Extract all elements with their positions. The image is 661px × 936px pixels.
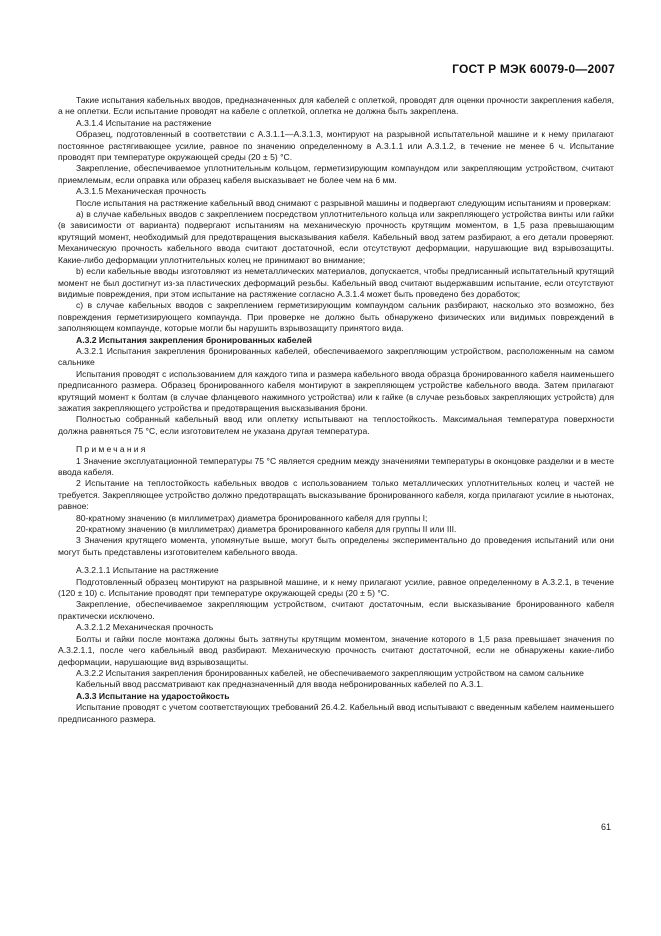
note-2-group-1: 80-кратному значению (в миллиметрах) диаметра бронированного кабеля для группы I;	[76, 512, 428, 523]
heading-a3-3: А.3.3 Испытание на ударостойкость	[76, 690, 230, 701]
paragraph-armoured-test: Испытания проводят с использованием для каждого типа и размера кабельного ввода образца бронированного кабеля наименьшего предписанного размера. Образец бронированного кабеля монтируют в закрепляющем устройстве кабельного ввода. Затем прилагают крутящий момент к болтам (в случае фланцевого нажимного устройства) или к гайке (в случае резьбовых закрепляющих устройств) для зажатия закрепляющего устройства и предотвращения высказывания брони.	[58, 368, 614, 413]
paragraph-braided-cable-intro: Такие испытания кабельных вводов, предназначенных для кабелей с оплеткой, проводят для оценки прочности закрепления кабеля, а не оплетки. Если испытание проводят на кабеле с оплеткой, оплетка не должна быть закреплена.	[58, 95, 614, 117]
paragraph-tensile-sample: Образец, подготовленный в соответствии с А.3.1.1—А.3.1.3, монтируют на разрывной испытательной машине и к нему прилагают постоянное растягивающее усилие, равное по значению определенному в А.3.1.1 или А.3.1.2, в течение не менее 6 ч. Испытание проводят при температуре окружающей среды (20 ± 5) °С.	[58, 129, 614, 163]
heading-a3-2-1: А.3.2.1 Испытания закрепления бронированных кабелей, обеспечиваемого закрепляющим устройством, расположенным на самом сальнике	[58, 345, 614, 368]
heading-a3-1-4: А.3.1.4 Испытание на растяжение	[76, 117, 212, 128]
paragraph-armoured-criterion: Закрепление, обеспечиваемое закрепляющим устройством, считают достаточным, если высказывание бронированного кабеля практически исключено.	[58, 599, 614, 621]
paragraph-impact-test: Испытание проводят с учетом соответствующих требований 26.4.2. Кабельный ввод испытывают с введенным кабелем наименьшего предписанного размера.	[58, 702, 614, 724]
paragraph-tensile-criterion: Закрепление, обеспечиваемое уплотнительным кольцом, герметизирующим компаундом или закрепляющим устройством, считают приемлемым, если оправка или образец кабеля высказывает не более чем на 6 мм.	[58, 163, 614, 185]
page-number: 61	[600, 822, 611, 832]
paragraph-bolts-torque: Болты и гайки после монтажа должны быть затянуты крутящим моментом, значение которого в 1,5 раза превышает значения по А.3.2.1.1, после чего кабельный ввод разбирают. Механическую прочность считают достаточной, если не обнаружены какие-либо деформации, нарушающие вид взрывозащиты.	[58, 633, 614, 667]
paragraph-heat-resistance: Полностью собранный кабельный ввод или оплетку испытывают на теплостойкость. Максимальная температура поверхности должна равняться 75 °С, если изготовителем не указана другая температура.	[58, 414, 614, 436]
heading-a3-2-2: А.3.2.2 Испытания закрепления бронированных кабелей, не обеспечиваемого закрепляющим устройством на самом сальнике	[76, 667, 584, 678]
list-item-b: b) если кабельные вводы изготовляют из неметаллических материалов, допускается, чтобы предписанный испытательный крутящий момент не был достигнут из-за пластических деформаций резьбы. Кабельный ввод считают выдержавшим испытание, если отсутствуют видимые повреждения, при этом испытание на растяжение согласно А.3.1.4 может быть проведено без доработок;	[58, 266, 614, 299]
heading-a3-1-5: А.3.1.5 Механическая прочность	[76, 186, 207, 197]
note-3: 3 Значения крутящего момента, упомянутые выше, могут быть определены экспериментально до проведения испытаний или они могут быть представлены изготовителем кабельного ввода.	[58, 535, 614, 557]
paragraph-armoured-tensile: Подготовленный образец монтируют на разрывной машине, и к нему прилагают усилие, равное определенному в А.3.2.1, в течение (120 ± 10) с. Испытание проводят при температуре окружающей среды (20 ± 5) °С.	[58, 576, 614, 599]
heading-a3-2-1-1: А.3.2.1.1 Испытание на растяжение	[76, 565, 219, 576]
heading-a3-2-1-2: А.3.2.1.2 Механическая прочность	[76, 622, 214, 633]
note-2-group-2: 20-кратному значению (в миллиметрах) диаметра бронированного кабеля для группы II или III.	[76, 524, 457, 535]
paragraph-non-armoured: Кабельный ввод рассматривают как предназначенный для ввода небронированных кабелей по А.3.1.	[76, 679, 484, 690]
list-item-c: с) в случае кабельных вводов с закреплением герметизирующим компаундом сальник разбирают, насколько это возможно, без повреждения герметизирующего компаунда. При проверке не должно быть обнаружено физических или видимых повреждений в заполняющем компаунде, которые могли бы нарушить взрывозащиту принятого вида.	[58, 300, 614, 334]
note-1: 1 Значение эксплуатационной температуры 75 °С является средним между значениями температуры в оконцовке разделки и в месте ввода кабеля.	[58, 455, 614, 477]
note-2: 2 Испытание на теплостойкость кабельных вводов с использованием только металлических уплотнительных колец и частей не требуется. Закрепляющее устройство должно предотвращать высказывание бронированного кабеля, когда прилагают усилие в ньютонах, равное:	[58, 478, 614, 512]
list-item-a: а) в случае кабельных вводов с закреплением посредством уплотнительного кольца или закрепляющего устройства винты или гайки (в зависимости от варианта) подвергают испытаниям на механическую прочность крутящим моментом, в 1,5 раза превышающим крутящий момент, необходимый для предотвращения высказывания кабеля. Кабельный ввод затем разбирают, а его детали проверяют. Механическую прочность кабельного ввода считают достаточной, если отсутствуют деформации, нарушающие вид взрывозащиты. Какие-либо деформации уплотнительных колец не принимают во внимание;	[58, 209, 614, 265]
heading-a3-2: А.3.2 Испытания закрепления бронированных кабелей	[76, 334, 312, 345]
standard-designation: ГОСТ Р МЭК 60079-0—2007	[452, 62, 615, 76]
paragraph-mechanical-intro: После испытания на растяжение кабельный ввод снимают с разрывной машины и подвергают следующим испытаниям и проверкам:	[76, 197, 612, 208]
notes-label: Примечания	[76, 444, 148, 455]
page-body	[58, 95, 614, 725]
